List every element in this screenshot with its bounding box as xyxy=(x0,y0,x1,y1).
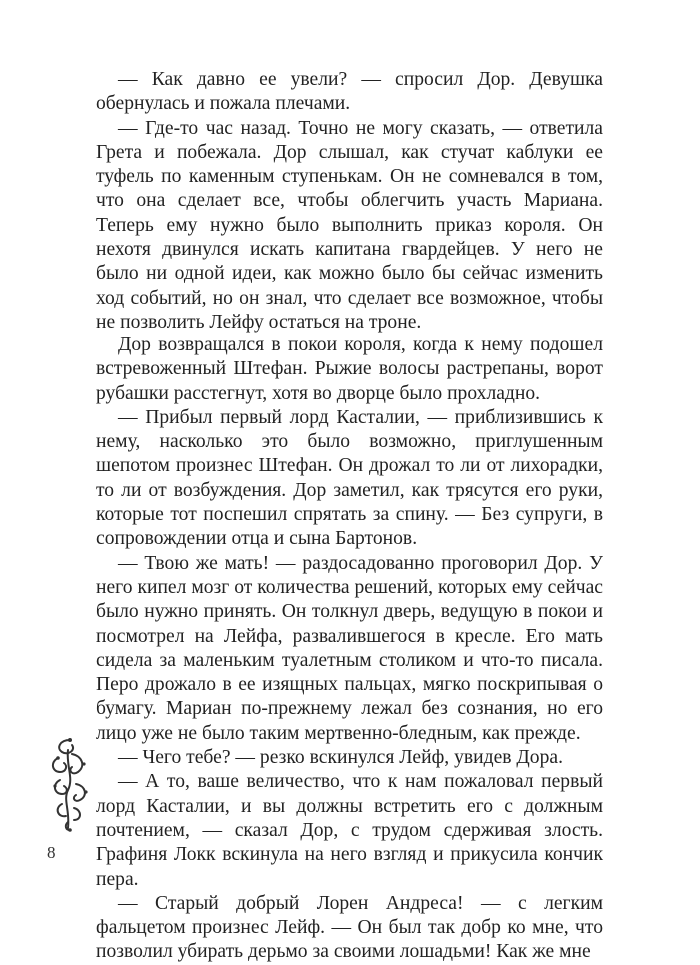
paragraph: — Как давно ее увели? — спросил Дор. Девушка обернулась и пожала плечами. xyxy=(96,69,603,115)
text-section-2 xyxy=(96,333,603,965)
paragraph: — А то, ваше величество, что к нам пожаловал первый лорд Касталии, и вы должны встретить его с должным почтением, — сказал Дор, с трудом сдерживая злость. Графиня Локк вскинула на него взгляд и прикусила кончик пера. xyxy=(96,771,603,890)
paragraph: Дор возвращался в покои короля, когда к нему подошел встревоженный Штефан. Рыжие волосы растрепаны, ворот рубашки расстегнут, хотя во дворце было прохладно. xyxy=(96,334,603,404)
paragraph: — Твою же мать! — раздосадованно проговорил Дор. У него кипел мозг от количества решений, которых ему сейчас было нужно принять. Он толкнул дверь, ведущую в покои и посмотрел на Лейфа, развалившегося в кресле. Его мать сидела за маленьким туалетным столиком и что-то писала. Перо дрожало в ее изящных пальцах, мягко поскрипывая о бумагу. Мариан по-прежнему лежал без сознания, но его лицо уже не было таким мертвенно-бледным, как прежде. xyxy=(96,552,603,744)
page-number: 8 xyxy=(47,843,56,862)
floral-flourish-icon xyxy=(46,736,96,832)
paragraph: — Старый добрый Лорен Андреса! — с легким фальцетом произнес Лейф. — Он был так добр ко мне, что позволил убирать дерьмо за своими лошадьми! Как же мне xyxy=(96,892,603,963)
paragraph: — Где-то час назад. Точно не могу сказать, — ответила Грета и побежала. Дор слышал, как стучат каблуки ее туфель по каменным ступенькам. Он не сомневался в том, что она сделает все, чтобы облегчить участь Мариана. Теперь ему нужно было выполнить приказ короля. Он нехотя двинулся искать капитана гвардейцев. У него не было ни одной идеи, как можно было бы сейчас изменить ход событий, но он знал, что сделает все возможное, чтобы не позволить Лейфу остаться на троне. xyxy=(96,117,603,333)
text-section-1 xyxy=(96,68,603,335)
paragraph: — Прибыл первый лорд Касталии, — приблизившись к нему, насколько это было возможно, приглушенным шепотом произнес Штефан. Он дрожал то ли от лихорадки, то ли от возбуждения. Дор заметил, как трясутся его руки, которые тот поспешил спрятать за спину. — Без супруги, в сопровождении отца и сына Бартонов. xyxy=(96,406,603,550)
paragraph: — Чего тебе? — резко вскинулся Лейф, увидев Дора. xyxy=(118,747,563,769)
